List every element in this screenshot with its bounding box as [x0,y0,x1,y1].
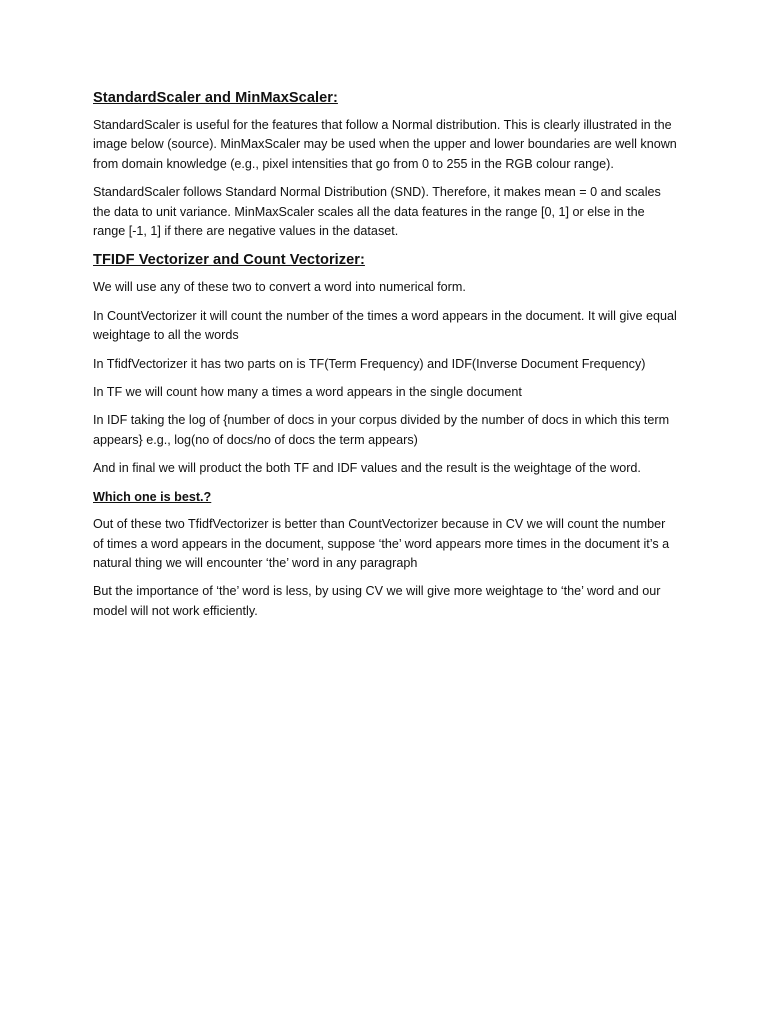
document-body [93,88,678,630]
heading-vectorizers: TFIDF Vectorizer and Count Vectorizer: [93,252,365,269]
paragraph-tf: In TF we will count how many a times a word appears in the single document [93,385,522,400]
heading-scalers: StandardScaler and MinMaxScaler: [93,90,338,106]
paragraph-countvectorizer: In CountVectorizer it will count the number of the times a word appears in the document. It will give equal weightage to all the words [93,308,677,343]
paragraph-conclusion: But the importance of ‘the’ word is less, by using CV we will give more weightage to ‘the’ word and our model will not work efficiently. [93,584,661,618]
paragraph-scalers-detail: StandardScaler follows Standard Normal Distribution (SND). Therefore, it makes mean = 0 and scales the data to unit variance. MinMaxScaler scales all the data features in the range [0, 1] or else in the range [-1, 1] if there are negative values in the dataset. [93,185,661,239]
subheading-which-best: Which one is best.? [93,489,212,504]
paragraph-scalers-intro: StandardScaler is useful for the features that follow a Normal distribution. This is clearly illustrated in the image below (source). MinMaxScaler may be used when the upper and lower boundaries are well known from domain knowledge (e.g., pixel intensities that go from 0 to 255 in the RGB colour range). [93,118,677,171]
paragraph-comparison: Out of these two TfidfVectorizer is better than CountVectorizer because in CV we will count the number of times a word appears in the document, suppose ‘the’ word appears more times in the document it’s a natural thing we will encounter ‘the’ word in any paragraph [93,517,670,570]
paragraph-weightage: And in final we will product the both TF and IDF values and the result is the weightage of the word. [93,461,641,476]
paragraph-tfidfvectorizer: In TfidfVectorizer it has two parts on is TF(Term Frequency) and IDF(Inverse Document Frequency) [93,356,646,371]
paragraph-vectorizers-intro: We will use any of these two to convert a word into numerical form. [93,280,466,295]
paragraph-idf: In IDF taking the log of {number of docs in your corpus divided by the number of docs in which this term appears} e.g., log(no of docs/no of docs the term appears) [93,413,670,447]
